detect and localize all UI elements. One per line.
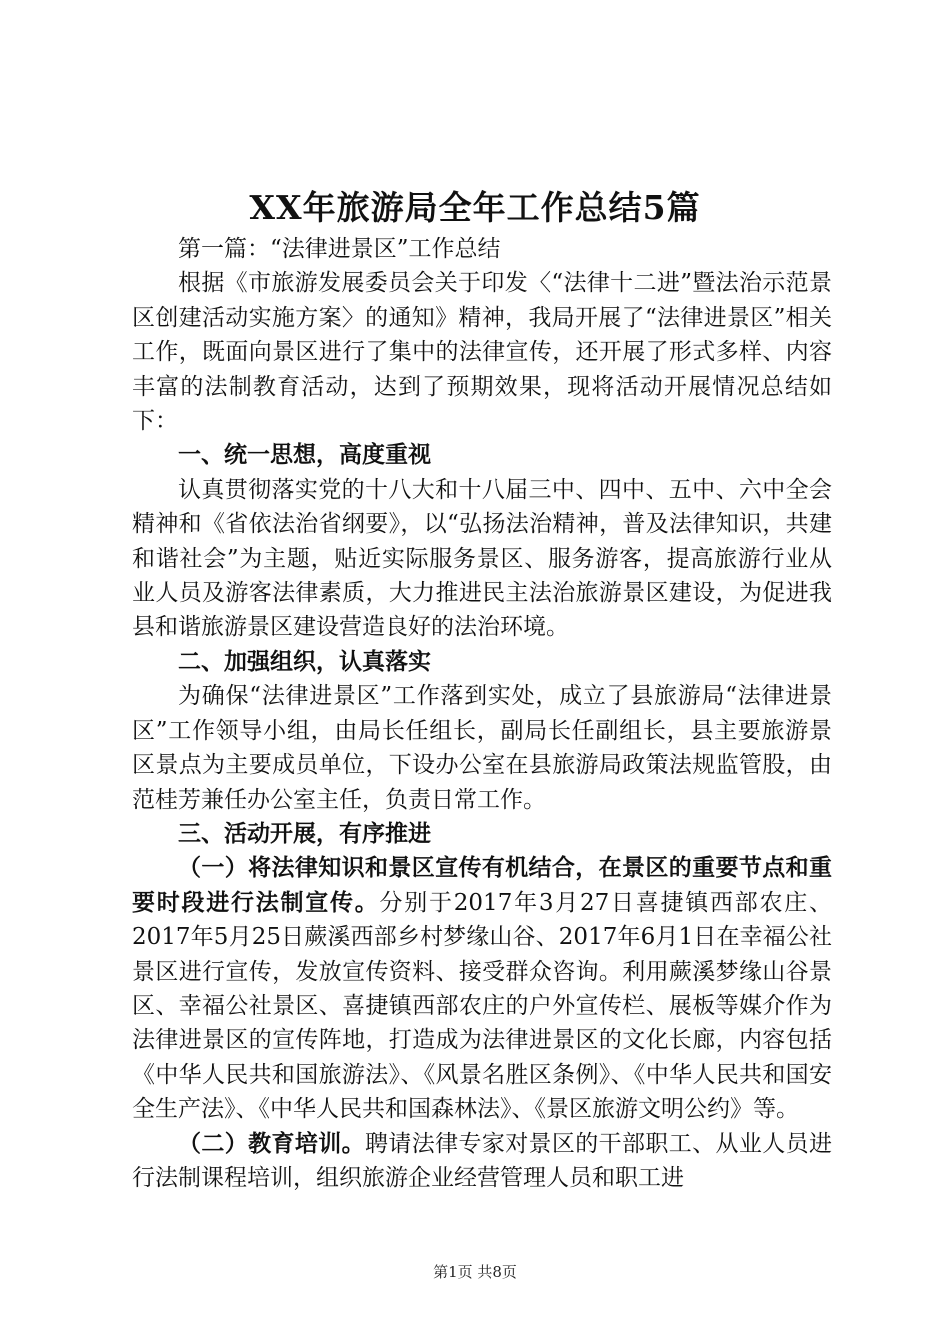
heading-1: 一、统一思想，高度重视	[178, 442, 431, 469]
document-title: XX年旅游局全年工作总结5篇	[249, 188, 701, 227]
heading-2: 二、加强组织，认真落实	[178, 648, 431, 675]
page-footer: 第1页 共8页	[433, 1263, 517, 1281]
document-body	[132, 232, 832, 1195]
paragraph-4-lead: （二）教育培训。	[178, 1130, 365, 1157]
paragraph-3-body: 分别于2017年3月27日喜捷镇西部农庄、2017年5月25日蕨溪西部乡村梦缘山谷、2017年6月1日在幸福公社景区进行宣传，发放宣传资料、接受群众咨询。利用蕨溪梦缘山谷景区、幸福公社景区、喜捷镇西部农庄的户外宣传栏、展板等媒介作为法律进景区的宣传阵地，打造成为法律进景区的文化长廊，内容包括《中华人民共和国旅游法》、《风景名胜区条例》、《中华人民共和国安全生产法》、《中华人民共和国森林法》、《景区旅游文明公约》等。	[132, 889, 833, 1123]
heading-3: 三、活动开展，有序推进	[178, 820, 431, 847]
paragraph-4-body: 聘请法律专家对景区的干部职工、从业人员进行法制课程培训，组织旅游企业经营管理人员和职工进	[132, 1130, 833, 1191]
paragraph-3-lead: （一）将法律知识和景区宣传有机结合，在景区的重要节点和重要时段进行法制宣传。	[132, 855, 832, 916]
paragraph-3	[132, 851, 832, 1126]
paragraph-1: 认真贯彻落实党的十八大和十八届三中、四中、五中、六中全会精神和《省依法治省纲要》，以“弘扬法治精神，普及法律知识，共建和谐社会”为主题，贴近实际服务景区、服务游客，提高旅游行业从业人员及游客法律素质，大力推进民主法治旅游景区建设，为促进我县和谐旅游景区建设营造良好的法治环境。	[132, 476, 832, 641]
section-intro: 第一篇：“法律进景区”工作总结	[178, 236, 501, 262]
paragraph-2: 为确保“法律进景区”工作落到实处，成立了县旅游局“法律进景区”工作领导小组，由局长任组长，副局长任副组长，县主要旅游景区景点为主要成员单位，下设办公室在县旅游局政策法规监管股，由范桂芳兼任办公室主任，负责日常工作。	[132, 683, 832, 813]
paragraph-intro: 根据《市旅游发展委员会关于印发〈“法律十二进”暨法治示范景区创建活动实施方案〉的通知》精神，我局开展了“法律进景区”相关工作，既面向景区进行了集中的法律宣传，还开展了形式多样、内容丰富的法制教育活动，达到了预期效果，现将活动开展情况总结如下：	[132, 270, 832, 435]
paragraph-4	[132, 1127, 832, 1196]
